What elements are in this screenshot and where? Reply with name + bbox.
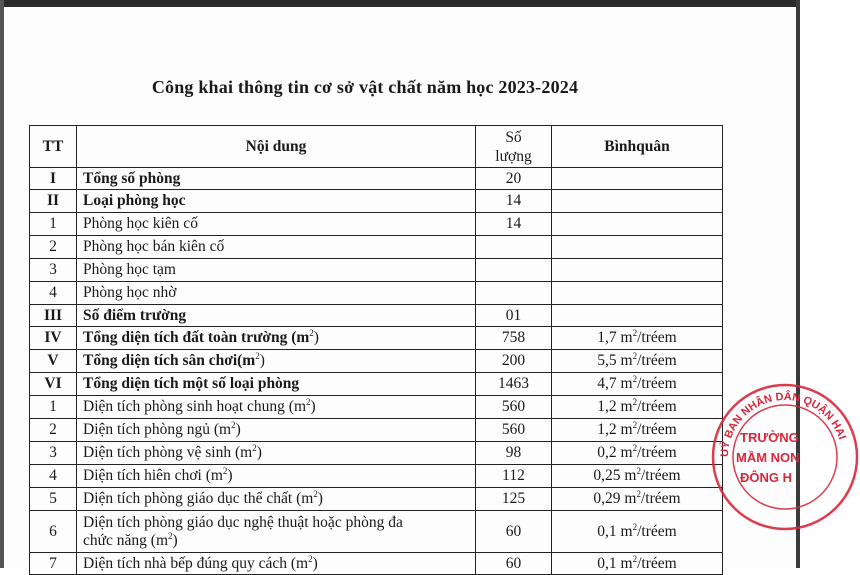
table-row	[30, 553, 724, 575]
svg-text:MẦM NON: MẦM NON	[736, 450, 800, 465]
row-qty: 200	[476, 350, 552, 373]
row-avg: 1,2 $m^2$/tréem	[552, 396, 723, 419]
row-avg	[552, 282, 723, 305]
row-content: Diện tích hiên chơi $(m^2)$	[77, 465, 476, 488]
svg-text:TRƯỜNG: TRƯỜNG	[740, 430, 799, 445]
table-row	[30, 236, 724, 259]
svg-text:ĐÔNG H: ĐÔNG H	[740, 470, 792, 485]
table-row	[30, 259, 724, 282]
row-tt: 3	[30, 442, 77, 465]
row-tt: II	[30, 190, 77, 213]
row-qty: 60	[476, 553, 552, 575]
school-stamp	[710, 382, 860, 532]
row-qty: 60	[476, 511, 552, 553]
table-row	[30, 282, 724, 305]
row-qty: 1463	[476, 373, 552, 396]
window-top-edge	[0, 0, 800, 7]
table-row	[30, 168, 724, 190]
row-qty	[476, 236, 552, 259]
row-avg: 0,1 $m^2$/tréem	[552, 553, 723, 575]
row-avg: 0,29 $m^2$/tréem	[552, 488, 723, 511]
table-row	[30, 373, 724, 396]
row-avg: 1,7 $m^2$/tréem	[552, 327, 723, 350]
row-tt: V	[30, 350, 77, 373]
row-qty: 112	[476, 465, 552, 488]
row-content: Số điểm trường	[77, 305, 476, 327]
row-qty	[476, 259, 552, 282]
row-tt: I	[30, 168, 77, 190]
row-qty: 14	[476, 190, 552, 213]
facilities-table	[29, 125, 724, 575]
table-row	[30, 305, 724, 327]
row-tt: IV	[30, 327, 77, 350]
row-content: Phòng học kiên cố	[77, 213, 476, 236]
row-tt: 7	[30, 553, 77, 575]
row-avg: 0,2 $m^2$/tréem	[552, 442, 723, 465]
svg-text:UỶ BAN NHÂN DÂN QUẬN HAI: UỶ BAN NHÂN DÂN QUẬN HAI	[718, 390, 848, 458]
row-qty	[476, 282, 552, 305]
row-avg	[552, 168, 723, 190]
row-avg: 0,1 $m^2$/tréem	[552, 511, 723, 553]
table-row	[30, 419, 724, 442]
row-content: Loại phòng học	[77, 190, 476, 213]
row-qty: 14	[476, 213, 552, 236]
table-header-row	[30, 126, 724, 168]
row-content: Tổng diện tích đất toàn trường $(m^2)$	[77, 327, 476, 350]
header-qty-line1: Số	[505, 128, 522, 146]
row-avg	[552, 213, 723, 236]
row-content: Tổng diện tích một số loại phòng	[77, 373, 476, 396]
row-content: Diện tích phòng giáo dục nghệ thuật hoặc phòng đa chức năng $(m^2)$	[77, 511, 476, 553]
table-row	[30, 442, 724, 465]
header-qty-line2: lượng	[495, 147, 532, 165]
row-avg: 4,7 $m^2$/tréem	[552, 373, 723, 396]
row-tt: 1	[30, 213, 77, 236]
table-row	[30, 465, 724, 488]
row-tt: 5	[30, 488, 77, 511]
row-qty: 560	[476, 396, 552, 419]
row-tt: 4	[30, 282, 77, 305]
table-row	[30, 190, 724, 213]
row-content: Phòng học bán kiên cố	[77, 236, 476, 259]
row-content: Tổng số phòng	[77, 168, 476, 190]
row-content: Phòng học nhờ	[77, 282, 476, 305]
row-avg	[552, 190, 723, 213]
row-tt: 2	[30, 236, 77, 259]
row-content: Diện tích phòng sinh hoạt chung $(m^2)$	[77, 396, 476, 419]
row-content: Diện tích phòng giáo dục thể chất $(m^2)$	[77, 488, 476, 511]
table-row	[30, 327, 724, 350]
row-tt: 6	[30, 511, 77, 553]
row-avg	[552, 236, 723, 259]
table-row	[30, 350, 724, 373]
header-tt: TT	[30, 126, 77, 168]
row-avg	[552, 259, 723, 282]
spacer	[723, 126, 724, 168]
row-tt: III	[30, 305, 77, 327]
row-tt: 2	[30, 419, 77, 442]
row-qty: 20	[476, 168, 552, 190]
row-content: Diện tích phòng ngủ $(m^2)$	[77, 419, 476, 442]
row-avg: 0,25 $m^2$/tréem	[552, 465, 723, 488]
row-avg: 1,2 $m^2$/tréem	[552, 419, 723, 442]
row-tt: VI	[30, 373, 77, 396]
table-row	[30, 213, 724, 236]
row-qty: 560	[476, 419, 552, 442]
row-qty: 01	[476, 305, 552, 327]
row-qty: 758	[476, 327, 552, 350]
row-content: Diện tích phòng vệ $\sinh (m^2)$	[77, 442, 476, 465]
window-left-edge	[0, 0, 4, 568]
table-row	[30, 511, 724, 553]
row-qty: 98	[476, 442, 552, 465]
table-row	[30, 396, 724, 419]
header-avg: Bìnhquân	[552, 126, 723, 168]
row-qty: 125	[476, 488, 552, 511]
page-title: Công khai thông tin cơ sở vật chất năm học 2023-2024	[151, 77, 579, 97]
header-content: Nội dung	[77, 126, 476, 168]
row-tt: 1	[30, 396, 77, 419]
row-avg: 5,5 $m^2$/tréem	[552, 350, 723, 373]
document-page	[5, 7, 848, 572]
row-tt: 4	[30, 465, 77, 488]
table-row	[30, 488, 724, 511]
header-qty	[476, 126, 552, 168]
row-tt: 3	[30, 259, 77, 282]
row-content: Phòng học tạm	[77, 259, 476, 282]
row-content: Tổng diện tích sân $chơi(m^2)$	[77, 350, 476, 373]
row-content: Diện tích nhà bếp đúng quy cách $(m^2)$	[77, 553, 476, 575]
row-avg	[552, 305, 723, 327]
